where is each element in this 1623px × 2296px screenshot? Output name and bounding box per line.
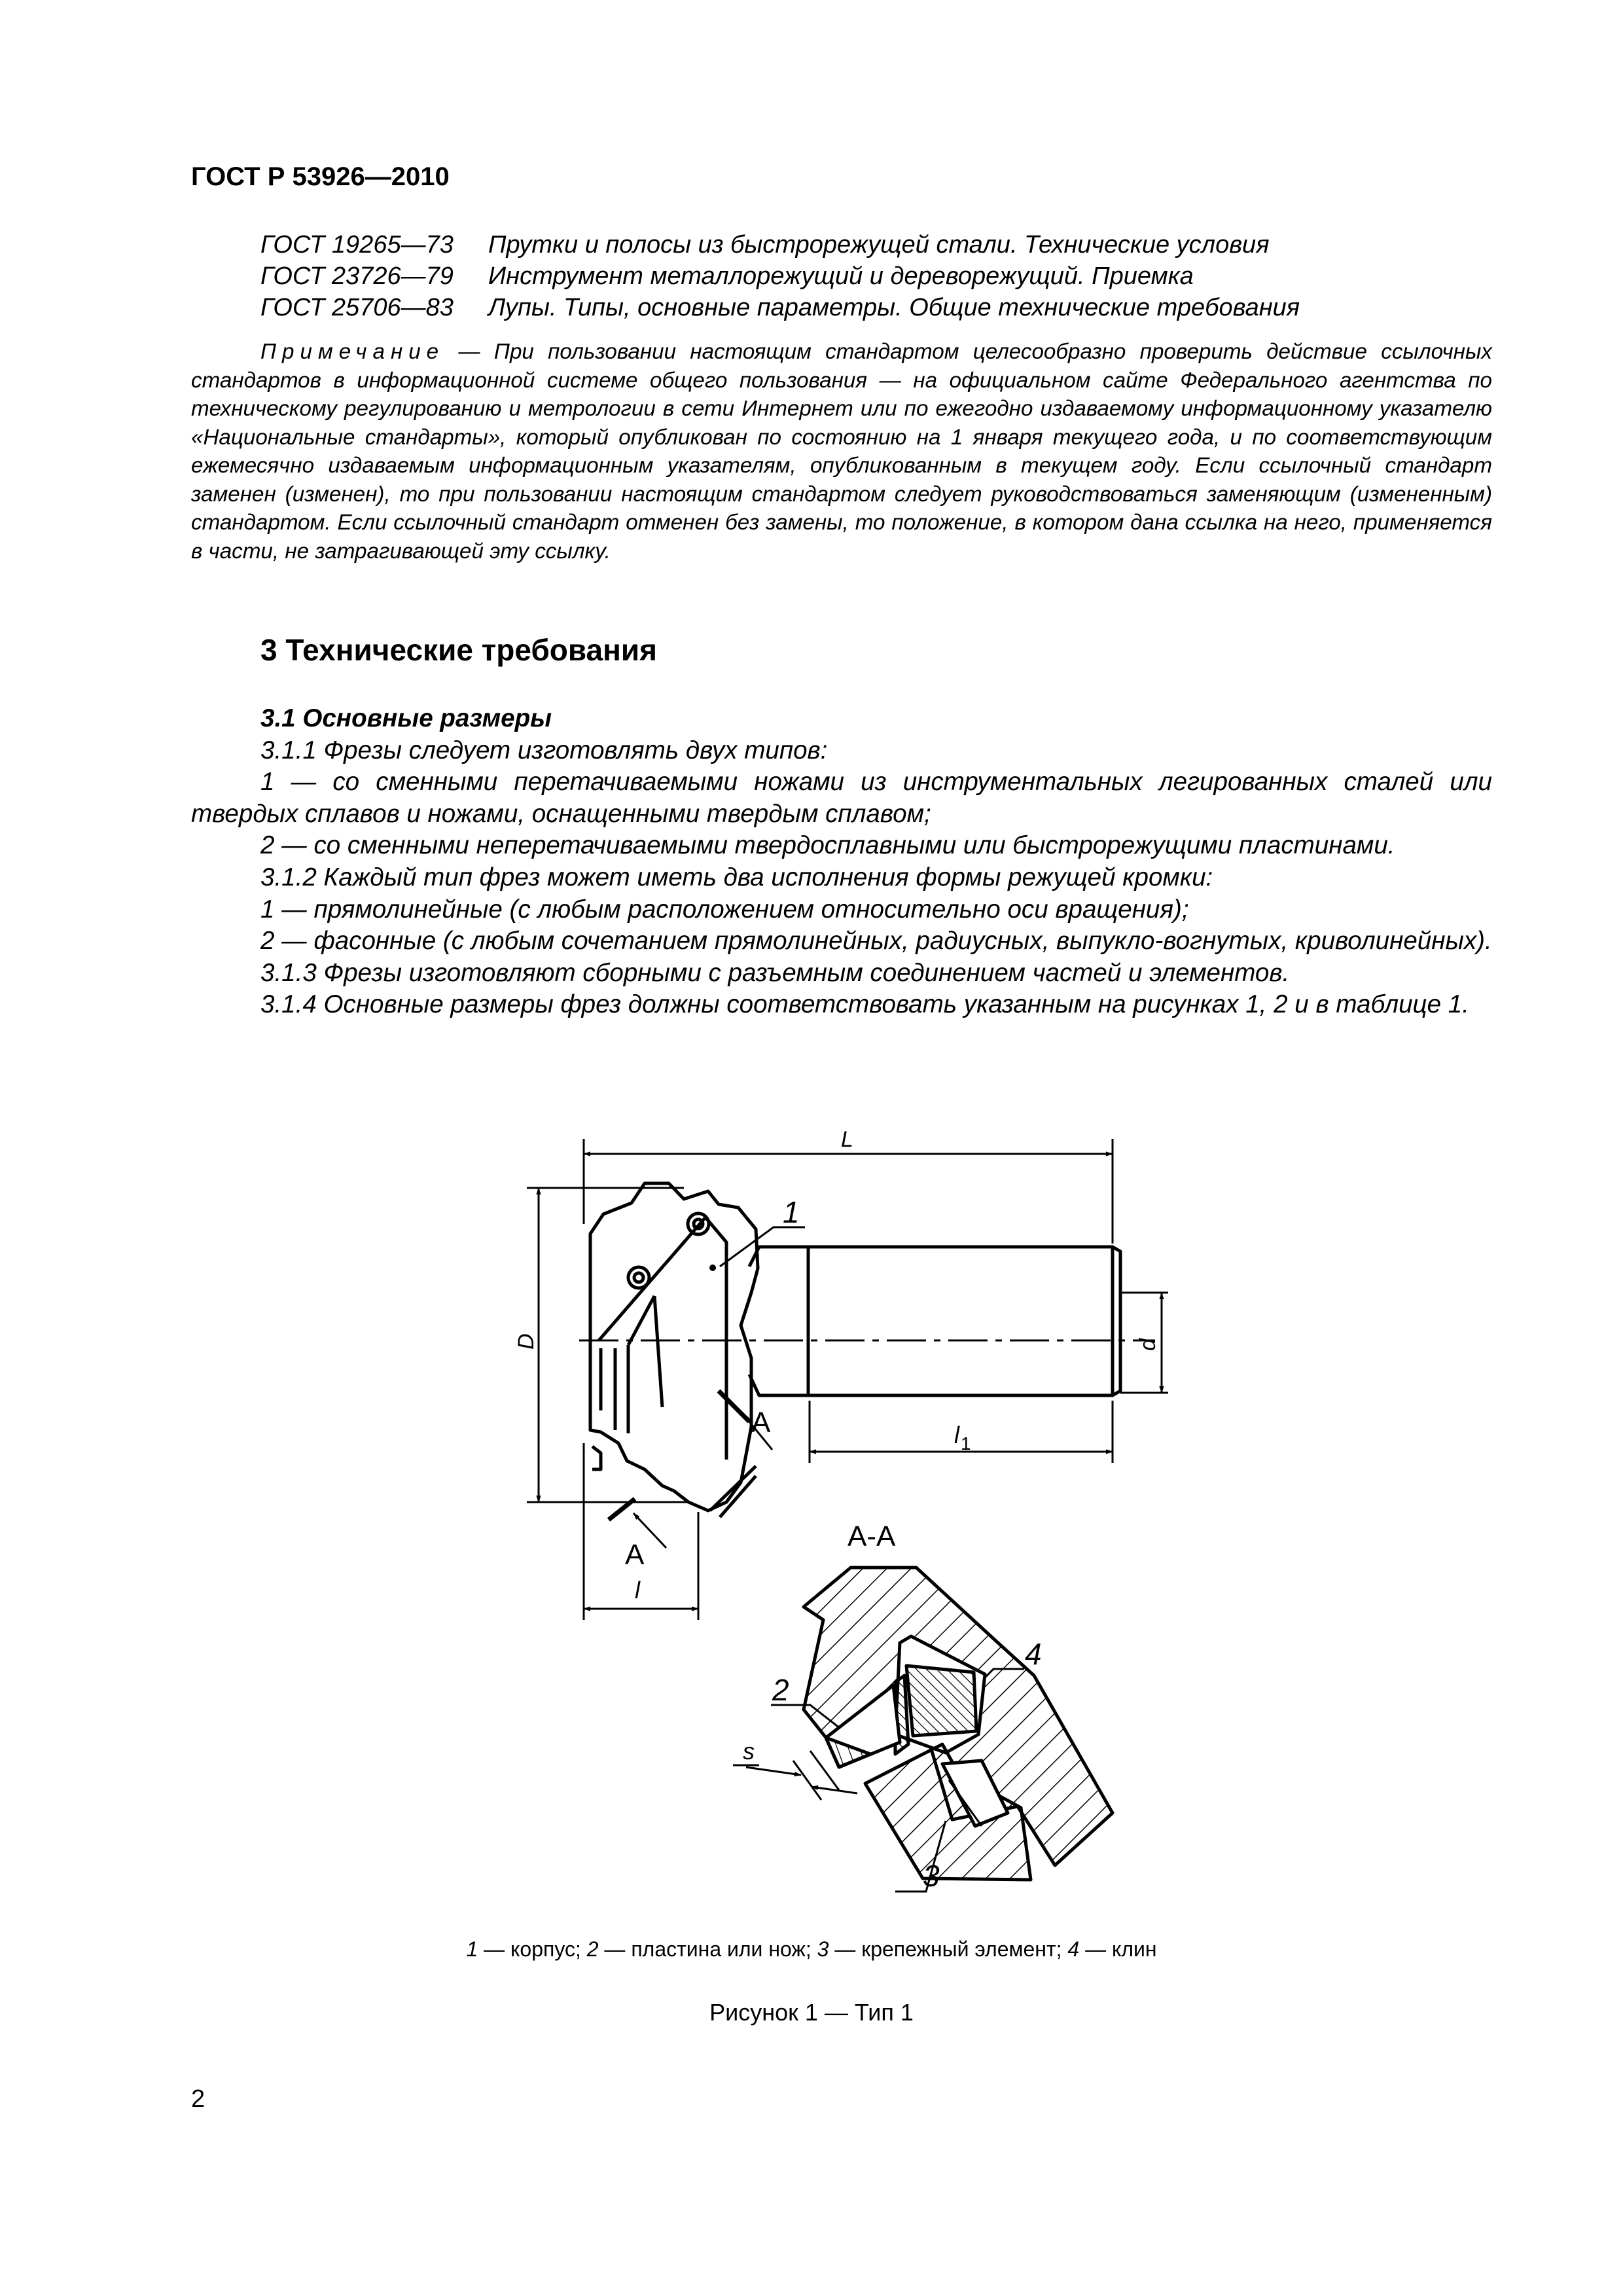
section-mark-label: A	[625, 1539, 645, 1571]
dimension-L	[584, 1139, 1113, 1244]
legend-number: 4	[1067, 1937, 1080, 1961]
dim-label-s: s	[743, 1738, 755, 1765]
figure-caption: Рисунок 1 — Тип 1	[709, 1999, 914, 2026]
callout-4: 4	[1025, 1637, 1042, 1671]
body-paragraph: 3.1.4 Основные размеры фрез должны соответствовать указанным на рисунках 1, 2 и в таблице 1.	[260, 990, 1469, 1019]
body-paragraph: 2 — со сменными неперетачиваемыми твердосплавными или быстрорежущими пластинами.	[260, 831, 1395, 860]
legend-text: — крепежный элемент;	[834, 1937, 1062, 1961]
reference-title: Прутки и полосы из быстрорежущей стали. Технические условия	[488, 231, 1270, 259]
dim-label-l: l	[635, 1577, 640, 1604]
section-title: 3 Технические требования	[260, 633, 657, 667]
subsection-title: 3.1 Основные размеры	[260, 704, 552, 732]
legend-number: 1	[466, 1937, 478, 1961]
body-paragraph: 3.1.3 Фрезы изготовляют сборными с разъемным соединением частей и элементов.	[260, 958, 1290, 987]
reference-code: ГОСТ 19265—73	[260, 231, 454, 259]
dim-label-d: d	[1135, 1338, 1160, 1351]
dim-label-l1: $l_1$	[954, 1422, 971, 1454]
reference-title: Лупы. Типы, основные параметры. Общие технические требования	[488, 294, 1300, 321]
reference-title: Инструмент металлорежущий и дереворежущий. Приемка	[488, 262, 1194, 290]
dim-label-L: L	[841, 1127, 853, 1152]
body-paragraph: 3.1.2 Каждый тип фрез может иметь два исполнения формы режущей кромки:	[260, 863, 1213, 891]
body-paragraph: 1 — со сменными перетачиваемыми ножами из инструментальных легированных сталей или твердых сплавов и ножами, оснащенными твердым сплавом;	[191, 768, 1492, 828]
page-number: 2	[191, 2085, 205, 2113]
note-text: — При пользовании настоящим стандартом целесообразно проверить действие ссылочных стандартов в информационной системе общего пользования — на официальном сайте Федерального агентства по техническому регулированию и метрологии в сети Интернет или по ежегодно издаваемому информационному указателю «Национальные стандарты», который опубликован по состоянию на 1 января текущего года, и по соответствующим ежемесячно издаваемым информационным указателям, опубликованным в текущем году. Если ссылочный стандарт заменен (изменен), то при пользовании настоящим стандартом следует руководствоваться заменяющим (измененным) стандартом. Если ссылочный стандарт отменен без замены, то положение, в котором дана ссылка на него, применяется в части, не затрагивающей эту ссылку.	[191, 340, 1492, 564]
section-mark-label: A	[751, 1407, 771, 1439]
page-header: ГОСТ Р 53926—2010	[191, 162, 450, 191]
section-view-title: A-A	[847, 1520, 896, 1552]
section-mark-arrows	[609, 1391, 772, 1548]
legend-number: 3	[817, 1937, 829, 1961]
reference-code: ГОСТ 23726—79	[260, 262, 454, 290]
section-view-a-a	[804, 1568, 1113, 1880]
reference-code: ГОСТ 25706—83	[260, 294, 454, 321]
legend-number: 2	[586, 1937, 599, 1961]
legend-text: — корпус;	[484, 1937, 581, 1961]
figure-legend	[0, 1937, 1623, 1962]
legend-text: — пластина или нож;	[604, 1937, 812, 1961]
callout-3: 3	[923, 1859, 940, 1893]
dimension-D	[527, 1188, 687, 1502]
body-paragraph: 1 — прямолинейные (с любым расположением относительно оси вращения);	[260, 895, 1189, 924]
body-paragraph: 3.1.1 Фрезы следует изготовлять двух типов:	[260, 736, 828, 764]
body-paragraph: 2 — фасонные (с любым сочетанием прямолинейных, радиусных, выпукло-вогнутых, криволинейных).	[260, 927, 1492, 956]
legend-text: — клин	[1085, 1937, 1157, 1961]
callout-2: 2	[772, 1673, 789, 1707]
cutter-side-view	[590, 1183, 1120, 1517]
callout-1: 1	[783, 1195, 800, 1229]
note-label: Примечание	[260, 340, 445, 364]
dim-label-D: D	[514, 1333, 539, 1350]
